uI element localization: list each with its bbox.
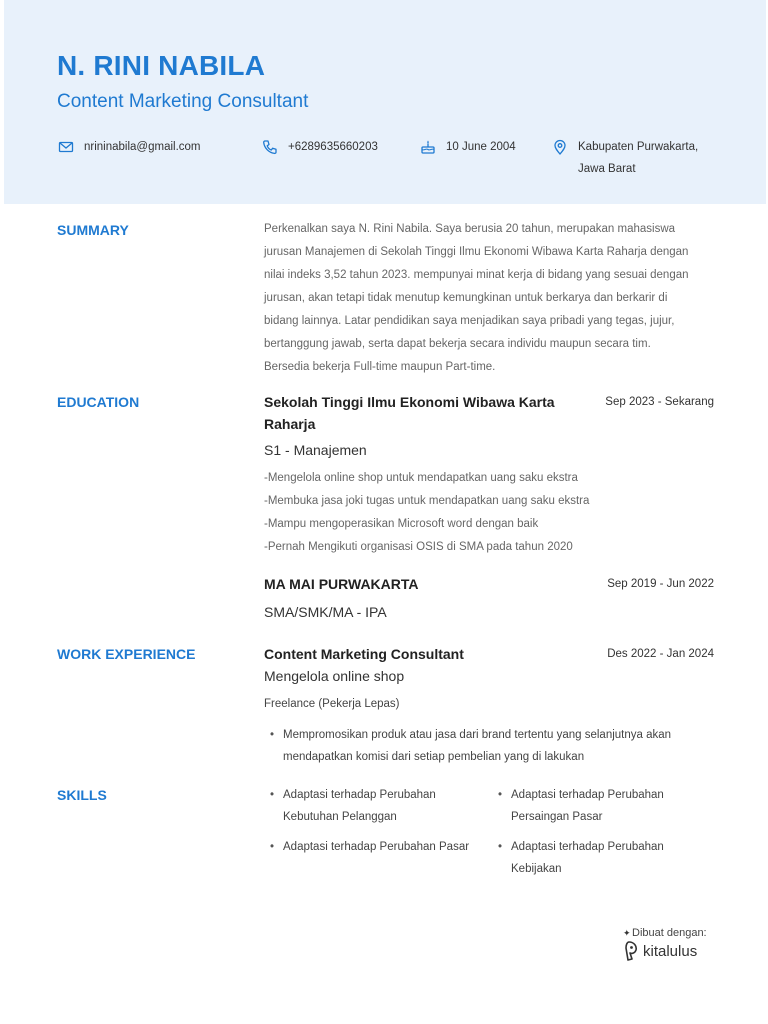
education-notes	[264, 467, 589, 559]
education-entry-2-header	[264, 573, 714, 595]
phone-icon	[261, 139, 279, 155]
education-entry-1-header	[264, 391, 714, 435]
skill-text: • Adaptasi terhadap Perubahan Pasar	[283, 841, 470, 853]
brand-name: kitalulus	[643, 942, 698, 960]
skill-text: Kebijakan	[511, 863, 562, 875]
work-experience-heading: WORK EXPERIENCE	[57, 646, 196, 662]
contact-birthdate	[419, 139, 516, 155]
position-title: Content Marketing Consultant	[264, 646, 464, 662]
school-name: Sekolah Tinggi Ilmu Ekonomi Wibawa Karta	[264, 394, 555, 410]
made-with-caption: Dibuat dengan:	[632, 927, 707, 939]
school-name: MA MAI PURWAKARTA	[264, 576, 419, 592]
skill-item	[492, 836, 664, 880]
work-bullet-line: • Mempromosikan produk atau jasa dari brand tertentu yang selanjutnya akan	[283, 729, 672, 741]
skill-text: • Adaptasi terhadap Perubahan	[283, 789, 436, 801]
skill-item	[492, 784, 664, 828]
skill-text: • Adaptasi terhadap Perubahan	[511, 841, 664, 853]
education-note: -Mampu mengoperasikan Microsoft word dengan baik	[264, 518, 539, 530]
degree: SMA/SMK/MA - IPA	[264, 604, 387, 620]
summary-text	[264, 218, 716, 379]
school-name-cont: Raharja	[264, 416, 316, 432]
summary-line: bidang lainnya. Latar pendidikan saya menjadikan saya pribadi yang tegas, jujur,	[264, 315, 675, 327]
summary-line: jurusan, akan tetapi tidak menutup kemungkinan untuk berkarya dan berkarir di	[264, 292, 668, 304]
employment-type: Freelance (Pekerja Lepas)	[264, 698, 400, 710]
skill-item	[264, 784, 436, 828]
work-bullet-line: mendapatkan komisi dari setiap pembelian yang di lakukan	[283, 751, 585, 763]
company-name: Mengelola online shop	[264, 668, 405, 684]
mail-icon	[57, 139, 75, 155]
contact-phone	[261, 139, 378, 155]
sparkle-icon: ✦	[623, 928, 631, 938]
skill-text: Persaingan Pasar	[511, 811, 603, 823]
summary-line: bertanggung jawab, serta dapat bekerja secara individu maupun secara tim.	[264, 338, 651, 350]
education-note: -Membuka jasa joki tugas untuk mendapatkan uang saku ekstra	[264, 495, 590, 507]
birthdate-text: 10 June 2004	[446, 141, 516, 153]
skill-item	[264, 836, 469, 858]
summary-line: Bersedia bekerja Full-time maupun Part-time.	[264, 361, 496, 373]
job-title: Content Marketing Consultant	[57, 91, 309, 112]
degree: S1 - Manajemen	[264, 442, 367, 458]
kitalulus-logo	[624, 940, 697, 962]
summary-line: Perkenalkan saya N. Rini Nabila. Saya berusia 20 tahun, merupakan mahasiswa	[264, 223, 676, 235]
phone-text: +6289635660203	[288, 141, 378, 153]
skill-text: Kebutuhan Pelanggan	[283, 811, 397, 823]
education-note: -Mengelola online shop untuk mendapatkan uang saku ekstra	[264, 472, 578, 484]
skills-heading: SKILLS	[57, 787, 107, 803]
contact-location	[551, 139, 698, 175]
email-text: nrininabila@gmail.com	[84, 141, 201, 153]
summary-heading: SUMMARY	[57, 222, 129, 238]
skill-text: • Adaptasi terhadap Perubahan	[511, 789, 664, 801]
summary-line: jurusan Manajemen di Sekolah Tinggi Ilmu Ekonomi Wibawa Karta Raharja dengan	[264, 246, 689, 258]
work-date: Des 2022 - Jan 2024	[607, 648, 714, 660]
kitalulus-logo-icon	[624, 940, 640, 962]
education-date: Sep 2023 - Sekarang	[605, 396, 714, 408]
summary-line: nilai indeks 3,52 tahun 2023. mempunyai minat kerja di bidang yang sesuai dengan	[264, 269, 689, 281]
education-note: -Pernah Mengikuti organisasi OSIS di SMA pada tahun 2020	[264, 541, 573, 553]
location-line-2: Jawa Barat	[578, 163, 636, 175]
education-date: Sep 2019 - Jun 2022	[607, 578, 714, 590]
cake-icon	[419, 139, 437, 155]
full-name: N. RINI NABILA	[57, 50, 266, 81]
work-bullet	[264, 724, 671, 768]
work-entry-header	[264, 643, 714, 665]
location-line-1: Kabupaten Purwakarta,	[578, 141, 699, 153]
education-heading: EDUCATION	[57, 394, 140, 410]
location-pin-icon	[551, 139, 569, 155]
contact-email	[57, 139, 201, 155]
